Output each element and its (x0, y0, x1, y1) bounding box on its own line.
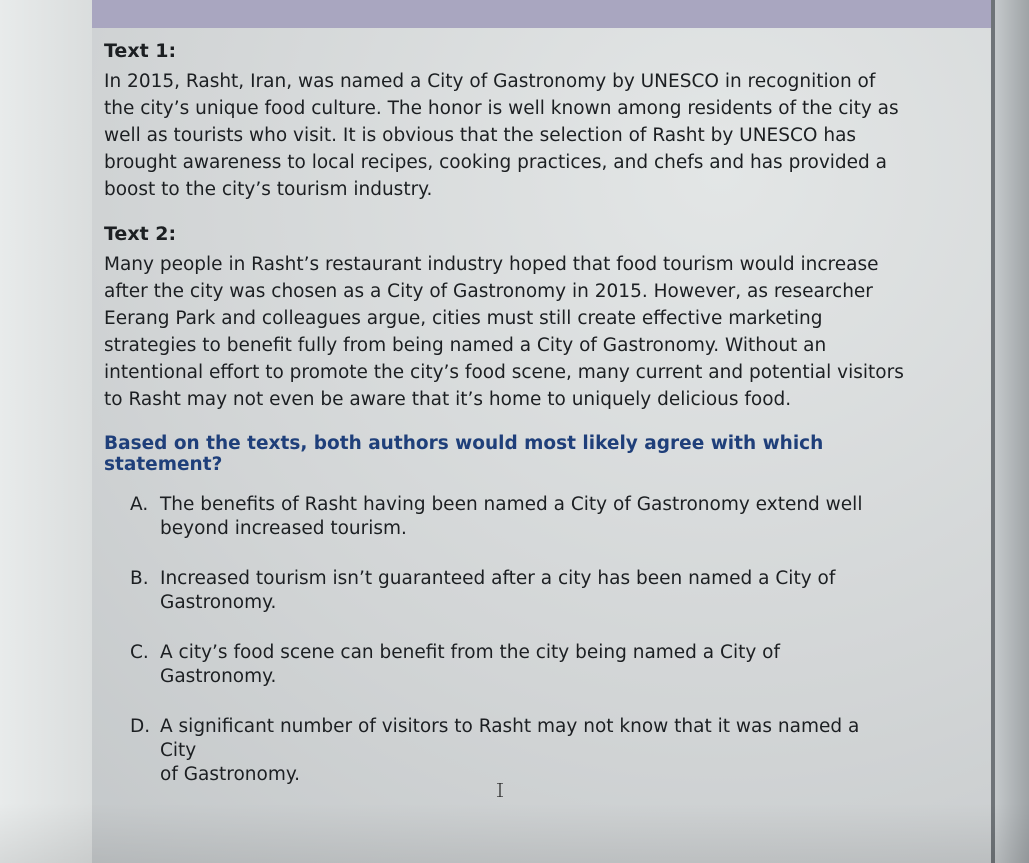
choice-b-line: Gastronomy. (160, 592, 277, 613)
left-margin (0, 0, 92, 863)
passage-text-1 (104, 40, 904, 203)
text-1-line: brought awareness to local recipes, cooking practices, and chefs and has provided a (104, 152, 888, 173)
question-prompt: Based on the texts, both authors would most likely agree with which statement? (104, 433, 824, 475)
choice-a-line: The benefits of Rasht having been named a City of Gastronomy extend well (160, 494, 863, 515)
text-1-line: boost to the city’s tourism industry. (104, 179, 433, 200)
text-2-line: to Rasht may not even be aware that it’s home to uniquely delicious food. (104, 389, 792, 410)
passage-text-2 (104, 223, 904, 413)
choice-b-text (160, 567, 880, 615)
choice-d-text (160, 715, 880, 787)
text-2-heading: Text 2: (104, 223, 177, 245)
text-2-body (104, 251, 904, 413)
choice-a[interactable] (130, 493, 904, 541)
text-1-line: well as tourists who visit. It is obvious that the selection of Rasht by UNESCO has (104, 125, 857, 146)
text-2-line: intentional effort to promote the city’s food scene, many current and potential visitors (104, 362, 904, 383)
text-2-line: Eerang Park and colleagues argue, cities must still create effective marketing (104, 308, 823, 329)
text-2-line: Many people in Rasht’s restaurant industry hoped that food tourism would increase (104, 254, 879, 275)
text-cursor-icon (497, 783, 503, 797)
choice-a-text (160, 493, 880, 541)
text-2-line: strategies to benefit fully from being named a City of Gastronomy. Without an (104, 335, 827, 356)
choice-b-line: Increased tourism isn’t guaranteed after a city has been named a City of (160, 568, 836, 589)
choice-c-line: A city’s food scene can benefit from the city being named a City of (160, 642, 780, 663)
choice-c[interactable] (130, 641, 904, 689)
answer-choices (130, 493, 904, 787)
choice-b-letter: B. (130, 568, 149, 589)
text-1-heading: Text 1: (104, 40, 177, 62)
choice-a-line: beyond increased tourism. (160, 518, 407, 539)
choice-a-letter: A. (130, 494, 149, 515)
question-content (104, 40, 904, 813)
choice-d-letter: D. (130, 716, 151, 737)
top-bar (92, 0, 1029, 28)
choice-c-text (160, 641, 880, 689)
text-2-line: after the city was chosen as a City of Gastronomy in 2015. However, as researcher (104, 281, 873, 302)
choice-d-line: of Gastronomy. (160, 764, 301, 785)
choice-c-letter: C. (130, 642, 149, 663)
text-1-line: the city’s unique food culture. The honor is well known among residents of the city as (104, 98, 899, 119)
choice-b[interactable] (130, 567, 904, 615)
choice-d[interactable] (130, 715, 904, 787)
choice-d-line: A significant number of visitors to Rasht may not know that it was named a City (160, 716, 860, 761)
choice-c-line: Gastronomy. (160, 666, 277, 687)
screen-bezel-right (991, 0, 1029, 863)
text-1-body (104, 68, 904, 203)
text-1-line: In 2015, Rasht, Iran, was named a City of Gastronomy by UNESCO in recognition of (104, 71, 876, 92)
